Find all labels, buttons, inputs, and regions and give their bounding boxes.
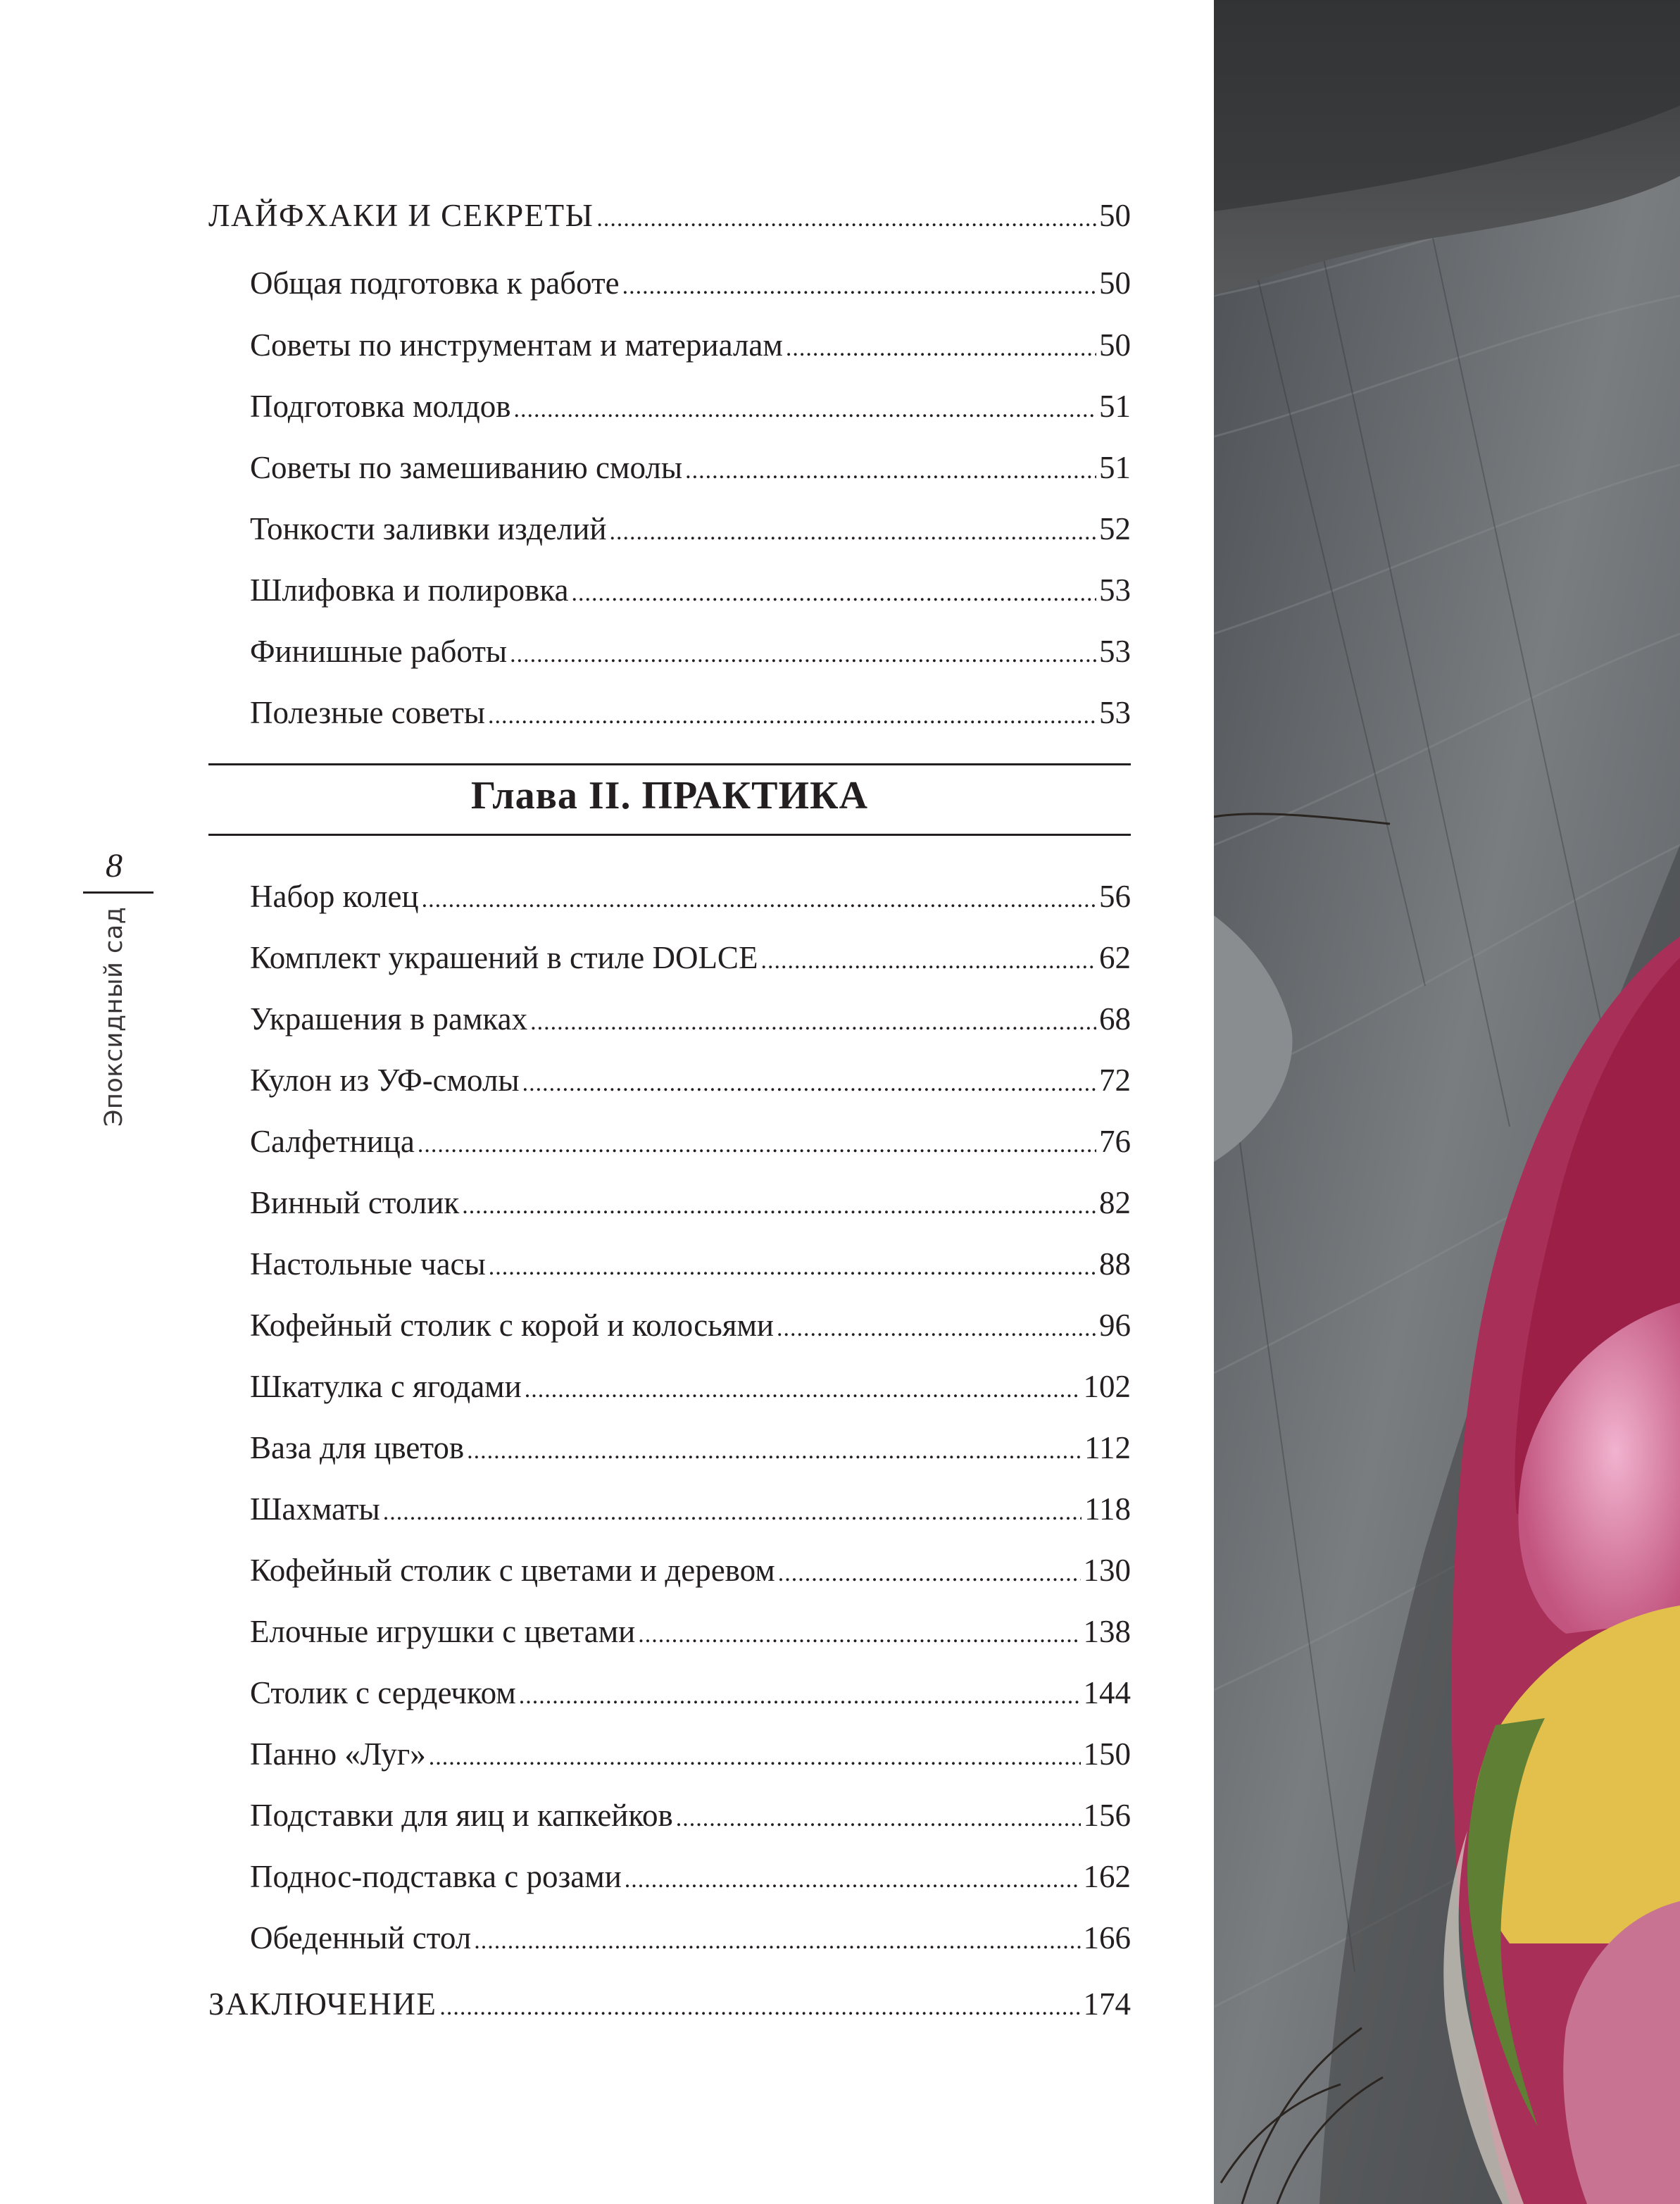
toc-entry-title: Настольные часы <box>250 1246 486 1282</box>
toc-dot-leader <box>418 1125 1096 1165</box>
toc-dot-leader <box>383 1493 1082 1532</box>
toc-entry[interactable] <box>250 938 1131 981</box>
toc-dot-leader <box>596 199 1096 239</box>
toc-entry-title: Обеденный стол <box>250 1920 472 1955</box>
toc-dot-leader <box>622 267 1096 306</box>
toc-entry-page: 53 <box>1099 572 1131 608</box>
toc-entry[interactable] <box>250 1306 1131 1348</box>
toc-entry-title: Украшения в рамках <box>250 1001 528 1037</box>
toc-dot-leader <box>572 574 1096 613</box>
toc-entry-page: 118 <box>1084 1491 1131 1527</box>
toc-entry-title: Общая подготовка к работе <box>250 265 620 301</box>
toc-entry-page: 53 <box>1099 634 1131 669</box>
toc-dot-leader <box>778 1554 1081 1593</box>
toc-entry-title: Поднос-подставка с розами <box>250 1859 622 1894</box>
toc-entry-title: ЛАЙФХАКИ И СЕКРЕТЫ <box>208 198 594 233</box>
toc-dot-leader <box>462 1186 1096 1226</box>
toc-entry[interactable] <box>250 263 1131 306</box>
chapter-rule-top <box>208 763 1131 765</box>
toc-entry[interactable] <box>250 999 1131 1042</box>
toc-entry[interactable] <box>250 1489 1131 1532</box>
toc-entry-title: Подготовка молдов <box>250 389 511 424</box>
running-head-rule <box>83 891 153 894</box>
toc-entry-page: 50 <box>1099 327 1131 363</box>
toc-entry-title: Винный столик <box>250 1185 460 1220</box>
toc-entry[interactable] <box>250 448 1131 491</box>
toc-entry[interactable] <box>250 1673 1131 1716</box>
toc-dot-leader <box>685 451 1096 491</box>
toc-entry-page: 112 <box>1084 1430 1131 1465</box>
toc-entry-title: Шахматы <box>250 1491 380 1527</box>
book-title: Эпоксидный сад <box>100 906 128 1127</box>
toc-dot-leader <box>467 1432 1082 1471</box>
toc-entry[interactable] <box>250 1183 1131 1226</box>
toc-entry[interactable] <box>250 1796 1131 1839</box>
toc-entry-title: Шлифовка и полировка <box>250 572 569 608</box>
toc-entry-title: Советы по инструментам и материалам <box>250 327 783 363</box>
toc-entry-page: 150 <box>1083 1736 1131 1772</box>
toc-entry-page: 174 <box>1083 1986 1131 2022</box>
photo-wood-resin-illustration <box>1214 0 1680 2204</box>
toc-entry[interactable] <box>208 1984 1131 2027</box>
toc-dot-leader <box>488 696 1096 736</box>
toc-entry[interactable] <box>250 1122 1131 1165</box>
toc-entry-title: Ваза для цветов <box>250 1430 465 1465</box>
toc-dot-leader <box>489 1248 1096 1287</box>
toc-dot-leader <box>474 1922 1080 1961</box>
toc-entry-title: Набор колец <box>250 879 419 914</box>
toc-entry-title: Комплект украшений в стиле DOLCE <box>250 940 758 975</box>
toc-entry-page: 144 <box>1083 1675 1131 1710</box>
page-number: 8 <box>106 847 123 884</box>
toc-entry-page: 166 <box>1083 1920 1131 1955</box>
toc-entry-title: Столик с сердечком <box>250 1675 516 1710</box>
toc-entry-title: Салфетница <box>250 1124 415 1159</box>
toc-entry[interactable] <box>250 570 1131 613</box>
toc-dot-leader <box>439 1988 1080 2027</box>
toc-entry[interactable] <box>250 1612 1131 1655</box>
toc-entry-title: Елочные игрушки с цветами <box>250 1614 636 1649</box>
toc-dot-leader <box>519 1677 1081 1716</box>
toc-entry-title: Полезные советы <box>250 695 486 730</box>
chapter-heading: Глава II. ПРАКТИКА <box>470 774 869 818</box>
toc-entry-page: 68 <box>1099 1001 1131 1037</box>
toc-entry-title: Панно «Луг» <box>250 1736 426 1772</box>
toc-dot-leader <box>760 941 1096 981</box>
toc-entry-page: 138 <box>1083 1614 1131 1649</box>
toc-dot-leader <box>514 390 1096 430</box>
toc-dot-leader <box>525 1370 1081 1410</box>
running-head <box>83 845 153 1141</box>
toc-entry-title: Тонкости заливки изделий <box>250 511 607 546</box>
toc-entry-page: 56 <box>1099 879 1131 914</box>
toc-dot-leader <box>676 1799 1081 1839</box>
toc-dot-leader <box>786 329 1096 368</box>
toc-entry-page: 62 <box>1099 940 1131 975</box>
toc-dot-leader <box>777 1309 1096 1348</box>
toc-entry[interactable] <box>208 196 1131 239</box>
toc-dot-leader <box>625 1860 1081 1900</box>
toc-entry-title: Шкатулка с ягодами <box>250 1369 522 1404</box>
toc-dot-leader <box>610 513 1096 552</box>
toc-dot-leader <box>429 1738 1081 1777</box>
toc-entry-page: 50 <box>1099 198 1131 233</box>
toc-entry-page: 130 <box>1083 1553 1131 1588</box>
toc-entry[interactable] <box>250 693 1131 736</box>
toc-entry[interactable] <box>250 509 1131 552</box>
toc-dot-leader <box>638 1615 1080 1655</box>
toc-dot-leader <box>422 880 1096 920</box>
toc-entry-title: Кулон из УФ-смолы <box>250 1063 520 1098</box>
toc-entry[interactable] <box>250 1551 1131 1593</box>
toc-entry[interactable] <box>250 387 1131 430</box>
toc-entry-page: 53 <box>1099 695 1131 730</box>
toc-entry[interactable] <box>250 1244 1131 1287</box>
toc-entry-page: 96 <box>1099 1308 1131 1343</box>
toc-entry-page: 51 <box>1099 389 1131 424</box>
toc-entry-page: 88 <box>1099 1246 1131 1282</box>
toc-entry-title: Подставки для яиц и капкейков <box>250 1798 673 1833</box>
toc-entry-page: 156 <box>1083 1798 1131 1833</box>
toc-entry-title: Советы по замешиванию смолы <box>250 450 683 485</box>
toc-entry-page: 52 <box>1099 511 1131 546</box>
toc-entry-title: ЗАКЛЮЧЕНИЕ <box>208 1986 437 2022</box>
toc-entry[interactable] <box>250 1918 1131 1961</box>
toc-entry-page: 162 <box>1083 1859 1131 1894</box>
decorative-photo <box>1214 0 1680 2204</box>
toc-entry[interactable] <box>250 325 1131 368</box>
toc-entry-page: 51 <box>1099 450 1131 485</box>
toc-entry-page: 82 <box>1099 1185 1131 1220</box>
toc-dot-leader <box>522 1064 1096 1103</box>
toc-entry-page: 72 <box>1099 1063 1131 1098</box>
toc-entry[interactable] <box>250 1734 1131 1777</box>
toc-entry-page: 50 <box>1099 265 1131 301</box>
toc-entry[interactable] <box>250 632 1131 675</box>
toc-dot-leader <box>530 1003 1096 1042</box>
toc-entry-page: 102 <box>1083 1369 1131 1404</box>
toc-entry[interactable] <box>250 1060 1131 1103</box>
toc-entry[interactable] <box>250 1367 1131 1410</box>
toc-entry-page: 76 <box>1099 1124 1131 1159</box>
toc-entry-title: Кофейный столик с корой и колосьями <box>250 1308 775 1343</box>
toc-entry[interactable] <box>250 877 1131 920</box>
toc-dot-leader <box>510 635 1096 675</box>
toc-entry[interactable] <box>250 1857 1131 1900</box>
toc-entry-title: Финишные работы <box>250 634 508 669</box>
toc-entry-title: Кофейный столик с цветами и деревом <box>250 1553 775 1588</box>
chapter-rule-bottom <box>208 834 1131 836</box>
toc-entry[interactable] <box>250 1428 1131 1471</box>
